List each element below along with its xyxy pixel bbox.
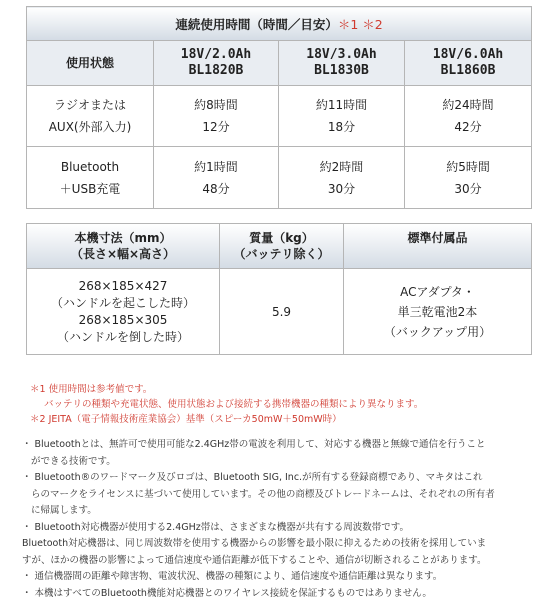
bluetooth-notes	[22, 437, 530, 602]
usage-label-line: Bluetooth	[27, 156, 153, 178]
runtime-cell	[154, 86, 279, 147]
usage-header: 使用状態	[27, 41, 154, 86]
runtime-minutes: 48分	[154, 178, 278, 200]
runtime-minutes: 30分	[279, 178, 404, 200]
accessories-value	[344, 269, 532, 355]
note-line: ・ 通信機器間の距離や障害物、電波状況、機器の種類により、通信速度や通信距離は異なります。	[22, 569, 530, 586]
model-voltage: 18V/2.0Ah	[154, 47, 278, 63]
note-line: ・ 本機はすべてのBluetooth機能対応機器とのワイヤレス接続を保証するものではありません。	[22, 586, 530, 602]
mass-header-line: 質量（kg）	[220, 230, 343, 246]
runtime-hours: 約1時間	[154, 156, 278, 178]
runtime-table-title	[27, 7, 532, 41]
note-line: ・ Bluetooth対応機器が使用する2.4GHz帯は、さまざまな機器が共有する周波数帯です。	[22, 520, 530, 537]
footnotes	[30, 382, 423, 427]
runtime-cell	[279, 86, 405, 147]
model-voltage: 18V/6.0Ah	[405, 47, 531, 63]
usage-label-line: AUX(外部入力)	[27, 116, 153, 138]
runtime-cell	[405, 86, 532, 147]
mass-value: 5.9	[220, 269, 344, 355]
accessories-header: 標準付属品	[344, 224, 532, 269]
accessory-line: ACアダプタ・	[344, 282, 531, 302]
dimension-header-line: 本機寸法（mm）	[27, 230, 219, 246]
runtime-minutes: 18分	[279, 116, 404, 138]
table-row	[27, 269, 532, 355]
footnote-1: ＊1 使用時間は参考値です。	[30, 382, 423, 397]
note-line: ができる技術です。	[22, 454, 530, 471]
runtime-title-text: 連続使用時間（時間／目安）	[175, 17, 338, 32]
usage-label-line: ラジオまたは	[27, 94, 153, 116]
note-line: すが、ほかの機器の影響によって通信速度や通信距離が低下することや、通信が切断されることがあります。	[22, 553, 530, 570]
mass-header	[220, 224, 344, 269]
dimension-line: 268×185×305	[27, 312, 219, 329]
model-header-2	[279, 41, 405, 86]
runtime-cell	[279, 147, 405, 209]
model-header-3	[405, 41, 532, 86]
dimension-header	[27, 224, 220, 269]
model-code: BL1830B	[279, 63, 404, 79]
runtime-cell	[405, 147, 532, 209]
accessory-line: （バックアップ用）	[344, 322, 531, 342]
dimension-line: （ハンドルを倒した時）	[27, 329, 219, 346]
mass-header-line: （バッテリ除く）	[220, 246, 343, 262]
model-code: BL1820B	[154, 63, 278, 79]
dimension-line: （ハンドルを起こした時）	[27, 295, 219, 312]
table-row	[27, 86, 532, 147]
dimension-table	[26, 223, 532, 355]
runtime-hours: 約5時間	[405, 156, 531, 178]
dimension-value	[27, 269, 220, 355]
footnote-1-detail: バッテリの種類や充電状態、使用状態および接続する携帯機器の種類により異なります。	[30, 397, 423, 412]
model-header-1	[154, 41, 279, 86]
model-code: BL1860B	[405, 63, 531, 79]
model-voltage: 18V/3.0Ah	[279, 47, 404, 63]
note-line: Bluetooth対応機器は、同じ周波数帯を使用する機器からの影響を最小限に抑えるための技術を採用していま	[22, 536, 530, 553]
dimension-header-line: （長さ×幅×高さ）	[27, 246, 219, 262]
runtime-cell	[154, 147, 279, 209]
note-line: らのマークをライセンスに基づいて使用しています。その他の商標及びトレードネームは、それぞれの所有者	[22, 487, 530, 504]
runtime-minutes: 42分	[405, 116, 531, 138]
runtime-hours: 約8時間	[154, 94, 278, 116]
note-line: ・ Bluetoothとは、無許可で使用可能な2.4GHz帯の電波を利用して、対応する機器と無線で通信を行うこと	[22, 437, 530, 454]
footnote-2: ＊2 JEITA（電子情報技術産業協会）基準（スピーカ50mW＋50mW時）	[30, 412, 423, 427]
runtime-minutes: 30分	[405, 178, 531, 200]
runtime-hours: 約2時間	[279, 156, 404, 178]
runtime-title-mark: ＊1 ＊2	[338, 17, 383, 32]
runtime-table	[26, 6, 532, 209]
accessory-line: 単三乾電池2本	[344, 302, 531, 322]
runtime-hours: 約11時間	[279, 94, 404, 116]
table-row	[27, 147, 532, 209]
runtime-minutes: 12分	[154, 116, 278, 138]
usage-label	[27, 86, 154, 147]
note-line: に帰属します。	[22, 503, 530, 520]
usage-label	[27, 147, 154, 209]
runtime-hours: 約24時間	[405, 94, 531, 116]
note-line: ・ Bluetooth®のワードマーク及びロゴは、Bluetooth SIG, Inc.が所有する登録商標であり、マキタはこれ	[22, 470, 530, 487]
dimension-line: 268×185×427	[27, 278, 219, 295]
usage-label-line: ＋USB充電	[27, 178, 153, 200]
